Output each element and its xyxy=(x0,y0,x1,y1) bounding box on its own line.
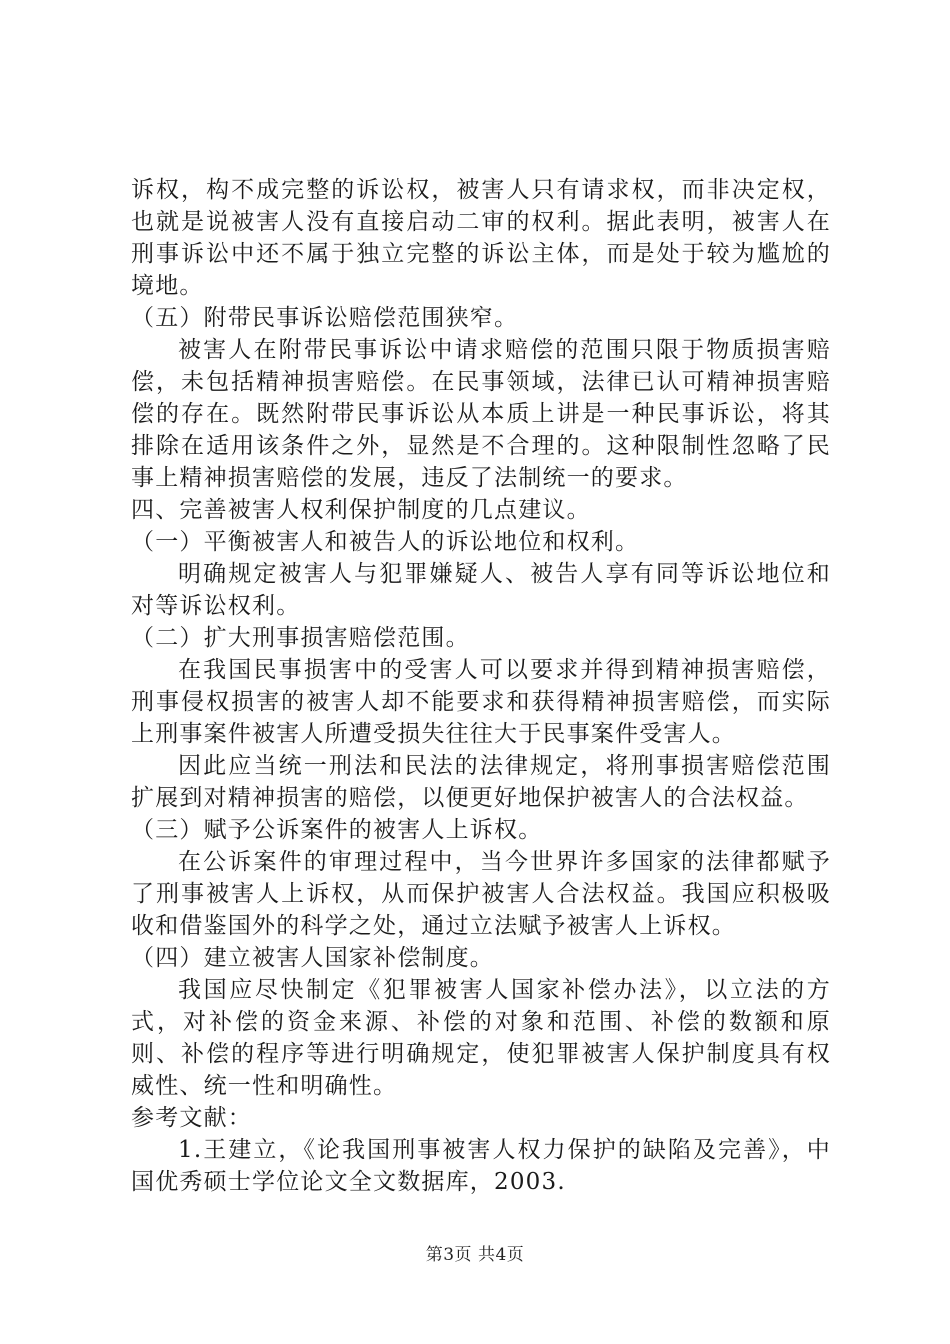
subsection-heading-3: （三）赋予公诉案件的被害人上诉权。 xyxy=(131,817,543,843)
section-heading-4-main: 四、完善被害人权利保护制度的几点建议。 xyxy=(131,497,591,523)
page-number-label: 第3页 共4页 xyxy=(425,1245,525,1265)
paragraph: 在我国民事损害中的受害人可以要求并得到精神损害赔偿，刑事侵权损害的被害人却不能要求和获得精神损害赔偿，而实际上刑事案件被害人所遭受损失往往大于民事案件受害人。 xyxy=(131,657,831,747)
paragraph: 明确规定被害人与犯罪嫌疑人、被告人享有同等诉讼地位和对等诉讼权利。 xyxy=(131,561,831,619)
paragraph: 我国应尽快制定《犯罪被害人国家补偿办法》，以立法的方式，对补偿的资金来源、补偿的对象和范围、补偿的数额和原则、补偿的程序等进行明确规定，使犯罪被害人保护制度具有权威性、统一性和明确性。 xyxy=(131,977,831,1099)
paragraph: 因此应当统一刑法和民法的法律规定，将刑事损害赔偿范围扩展到对精神损害的赔偿，以便更好地保护被害人的合法权益。 xyxy=(131,753,831,811)
subsection-heading-1: （一）平衡被害人和被告人的诉讼地位和权利。 xyxy=(131,529,640,555)
subsection-heading-2: （二）扩大刑事损害赔偿范围。 xyxy=(131,625,470,651)
reference-item: 1.王建立，《论我国刑事被害人权力保护的缺陷及完善》，中国优秀硕士学位论文全文数据库，2003. xyxy=(131,1137,831,1195)
section-heading-5: （五）附带民事诉讼赔偿范围狭窄。 xyxy=(131,305,519,331)
paragraph: 被害人在附带民事诉讼中请求赔偿的范围只限于物质损害赔偿，未包括精神损害赔偿。在民事领域，法律已认可精神损害赔偿的存在。既然附带民事诉讼从本质上讲是一种民事诉讼，将其排除在适用该条件之外，显然是不合理的。这种限制性忽略了民事上精神损害赔偿的发展，违反了法制统一的要求。 xyxy=(131,337,831,491)
paragraph-continuation: 诉权，构不成完整的诉讼权，被害人只有请求权，而非决定权，也就是说被害人没有直接启动二审的权利。据此表明，被害人在刑事诉讼中还不属于独立完整的诉讼主体，而是处于较为尴尬的境地。 xyxy=(131,177,831,299)
paragraph: 在公诉案件的审理过程中，当今世界许多国家的法律都赋予了刑事被害人上诉权，从而保护被害人合法权益。我国应积极吸收和借鉴国外的科学之处，通过立法赋予被害人上诉权。 xyxy=(131,849,831,939)
subsection-heading-4: （四）建立被害人国家补偿制度。 xyxy=(131,945,494,971)
page-footer xyxy=(0,1240,950,1265)
document-body xyxy=(131,174,831,1198)
references-heading: 参考文献： xyxy=(131,1105,252,1131)
